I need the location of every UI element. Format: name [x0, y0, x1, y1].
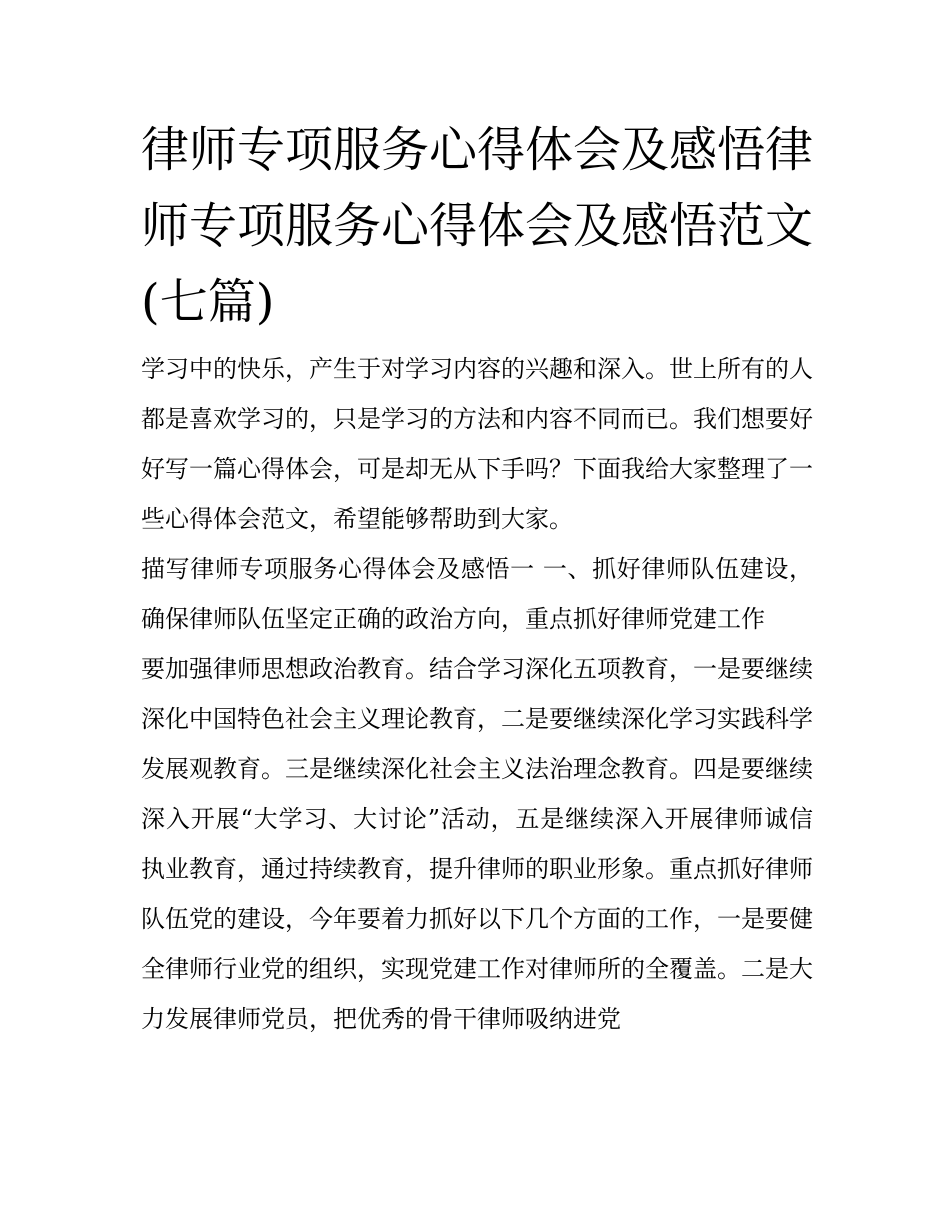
document-page: [141, 112, 813, 1044]
body-paragraph: 要加强律师思想政治教育。结合学习深化五项教育，一是要继续深化中国特色社会主义理论教育，二是要继续深化学习实践科学发展观教育。三是继续深化社会主义法治理念教育。四是要继续深入开展“大学习、大讨论”活动，五是继续深入开展律师诚信执业教育，通过持续教育，提升律师的职业形象。重点抓好律师队伍党的建设，今年要着力抓好以下几个方面的工作，一是要健全律师行业党的组织，实现党建工作对律师所的全覆盖。二是大力发展律师党员，把优秀的骨干律师吸纳进党: [141, 655, 813, 1033]
section-heading-paragraph: 描写律师专项服务心得体会及感悟一 一、抓好律师队伍建设，确保律师队伍坚定正确的政治方向，重点抓好律师党建工作: [141, 555, 813, 633]
intro-paragraph: 学习中的快乐，产生于对学习内容的兴趣和深入。世上所有的人都是喜欢学习的，只是学习的方法和内容不同而已。我们想要好好写一篇心得体会，可是却无从下手吗？下面我给大家整理了一些心得体会范文，希望能够帮助到大家。: [141, 355, 813, 533]
document-title: 律师专项服务心得体会及感悟律师专项服务心得体会及感悟范文(七篇): [141, 122, 814, 330]
